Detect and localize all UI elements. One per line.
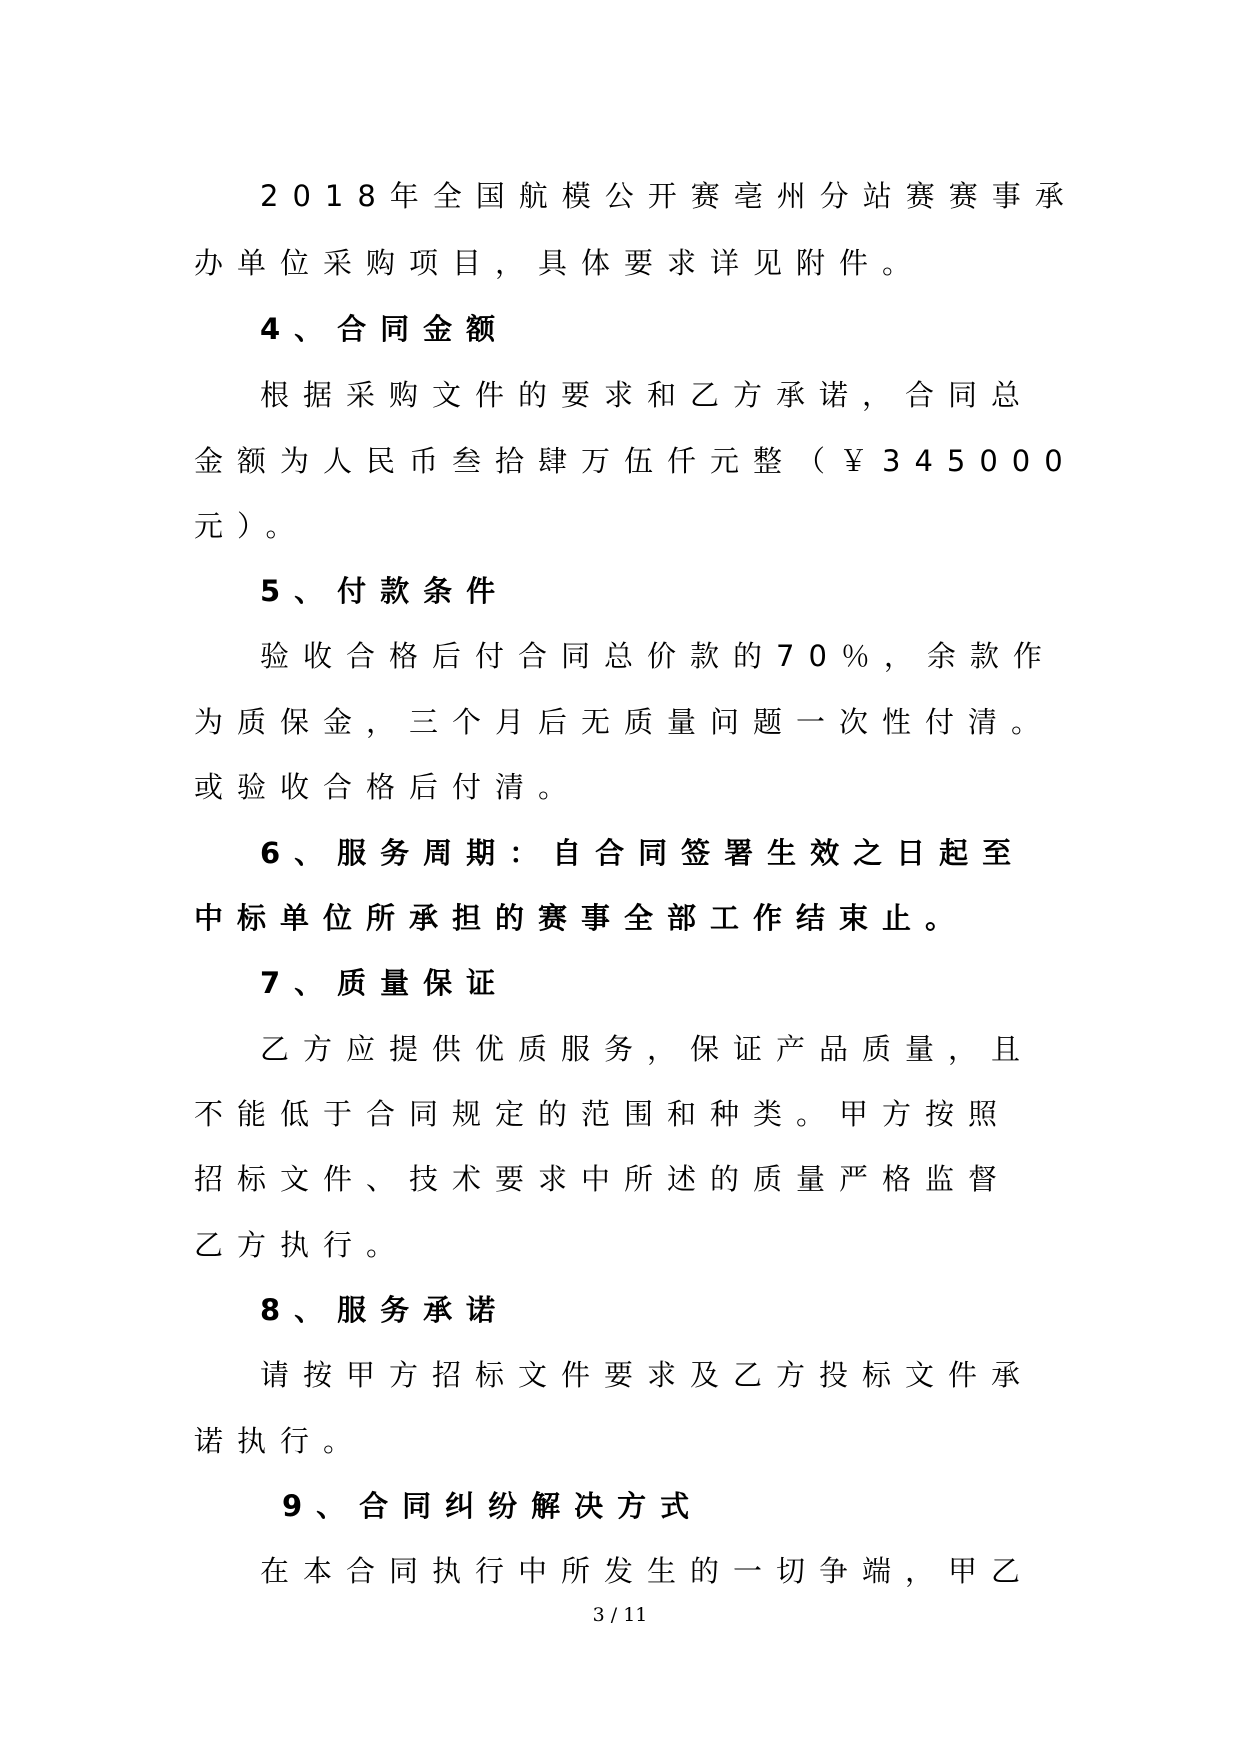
body-line: 根据采购文件的要求和乙方承诺，合同总 xyxy=(260,378,1035,412)
section-heading: 6、服务周期：自合同签署生效之日起至 xyxy=(260,836,1026,870)
body-line: 乙方执行。 xyxy=(194,1228,410,1262)
body-line: 元）。 xyxy=(194,509,309,543)
body-line: 验收合格后付合同总价款的70％，余款作 xyxy=(260,639,1056,673)
body-line: 乙方应提供优质服务，保证产品质量，且 xyxy=(260,1032,1035,1066)
body-line: 请按甲方招标文件要求及乙方投标文件承 xyxy=(260,1358,1035,1392)
section-heading: 9、合同纠纷解决方式 xyxy=(282,1489,704,1523)
body-line: 2018年全国航模公开赛亳州分站赛赛事承 xyxy=(260,179,1078,213)
body-line: 诺执行。 xyxy=(194,1424,367,1458)
section-heading: 7、质量保证 xyxy=(260,966,510,1000)
section-heading: 5、付款条件 xyxy=(260,574,510,608)
body-line: 为质保金，三个月后无质量问题一次性付清。 xyxy=(194,705,1055,739)
section-heading: 中标单位所承担的赛事全部工作结束止。 xyxy=(194,901,969,935)
body-line: 办单位采购项目，具体要求详见附件。 xyxy=(194,246,926,280)
body-line: 或验收合格后付清。 xyxy=(194,770,582,804)
body-line: 在本合同执行中所发生的一切争端，甲乙 xyxy=(260,1554,1035,1588)
page-number: 3 / 11 xyxy=(592,1604,648,1626)
body-line: 招标文件、技术要求中所述的质量严格监督 xyxy=(194,1162,1012,1196)
section-heading: 4、合同金额 xyxy=(260,312,510,346)
body-line: 不能低于合同规定的范围和种类。甲方按照 xyxy=(194,1097,1012,1131)
section-heading: 8、服务承诺 xyxy=(260,1293,510,1327)
body-line: 金额为人民币叁拾肆万伍仟元整（￥345000 xyxy=(194,444,1077,478)
